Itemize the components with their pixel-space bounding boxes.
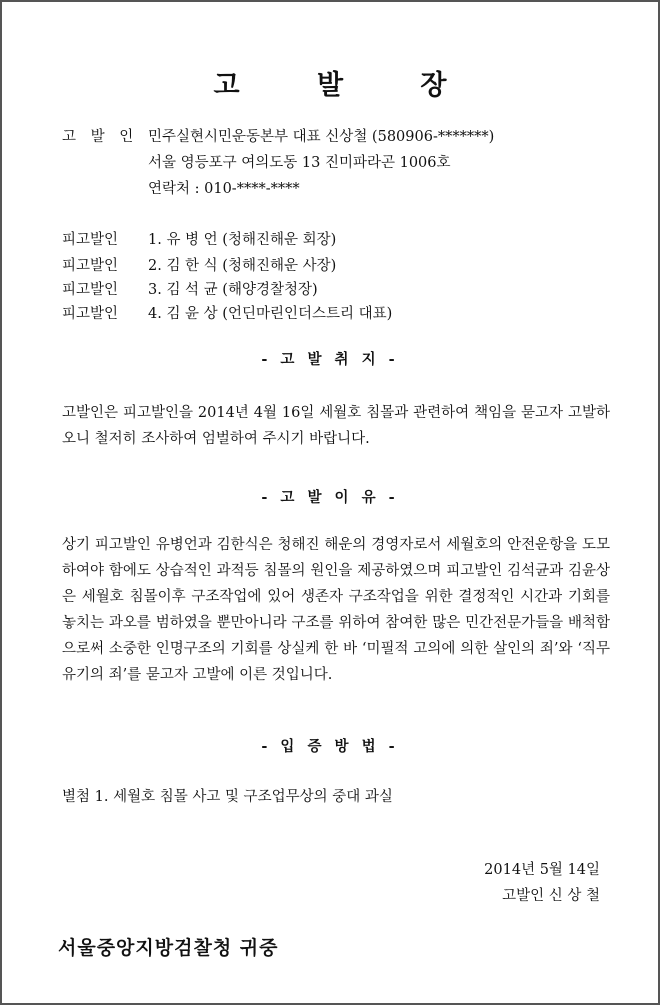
- defendant-label: 피고발인: [62, 258, 119, 274]
- defendant-text: 2. 김 한 식 (청해진해운 사장): [148, 258, 337, 274]
- defendant-label: 피고발인: [62, 306, 119, 322]
- document-title: 고 발 장: [213, 70, 481, 101]
- reason-text: 상기 피고발인 유병언과 김한식은 청해진 해운의 경영자로서 세월호의 안전운항을 도모하여야 함에도 상습적인 과적등 침몰의 원인을 제공하였으며 피고발인 김석균과 김윤상은 세월호 침몰이후 구조작업에 있어 생존자 구조작업을 위한 결정적인 시간과 기회를 놓치는 과오를 범하였을 뿐만아니라 구조를 위하여 참여한 많은 민간전문가들을 배척함으로써 소중한 인명구조의 기회를 상실케 한 바 ‘미필적 고의에 의한 살인의 죄’와 ‘직무유기의 죄’를 묻고자 고발에 이른 것입니다.: [62, 537, 610, 683]
- complainant-address: 서울 영등포구 여의도동 13 진미파라곤 1006호: [148, 155, 451, 171]
- defendant-row: [62, 256, 336, 276]
- complainant-contact: 연락처 : 010-****-****: [148, 181, 300, 197]
- addressee: 서울중앙지방검찰청 귀중: [58, 937, 279, 959]
- reason-heading: - 고 발 이 유 -: [261, 489, 399, 506]
- defendant-row: [62, 230, 336, 250]
- evidence-heading: - 입 증 방 법 -: [261, 738, 399, 755]
- defendant-text: 4. 김 윤 상 (언딘마린인더스트리 대표): [148, 306, 393, 322]
- complainant-name: 민주실현시민운동본부 대표 신상철 (580906-*******): [148, 129, 495, 145]
- defendant-row: [62, 304, 392, 324]
- evidence-text: 별첨 1. 세월호 침몰 사고 및 구조업무상의 중대 과실: [62, 789, 393, 805]
- purpose-heading: - 고 발 취 지 -: [261, 351, 399, 368]
- purpose-text: 고발인은 피고발인을 2014년 4월 16일 세월호 침몰과 관련하여 책임을 묻고자 고발하오니 철저히 조사하여 엄벌하여 주시기 바랍니다.: [62, 405, 610, 447]
- closing-date: 2014년 5월 14일: [484, 862, 600, 878]
- defendant-label: 피고발인: [62, 232, 119, 248]
- complainant-row: [62, 127, 494, 147]
- defendant-label: 피고발인: [62, 282, 119, 298]
- complainant-label: 고 발 인: [62, 129, 139, 145]
- defendant-row: [62, 280, 318, 300]
- closing-signer: 고발인 신 상 철: [502, 888, 600, 904]
- defendant-text: 3. 김 석 균 (해양경찰청장): [148, 282, 318, 298]
- defendant-text: 1. 유 병 언 (청해진해운 회장): [148, 232, 337, 248]
